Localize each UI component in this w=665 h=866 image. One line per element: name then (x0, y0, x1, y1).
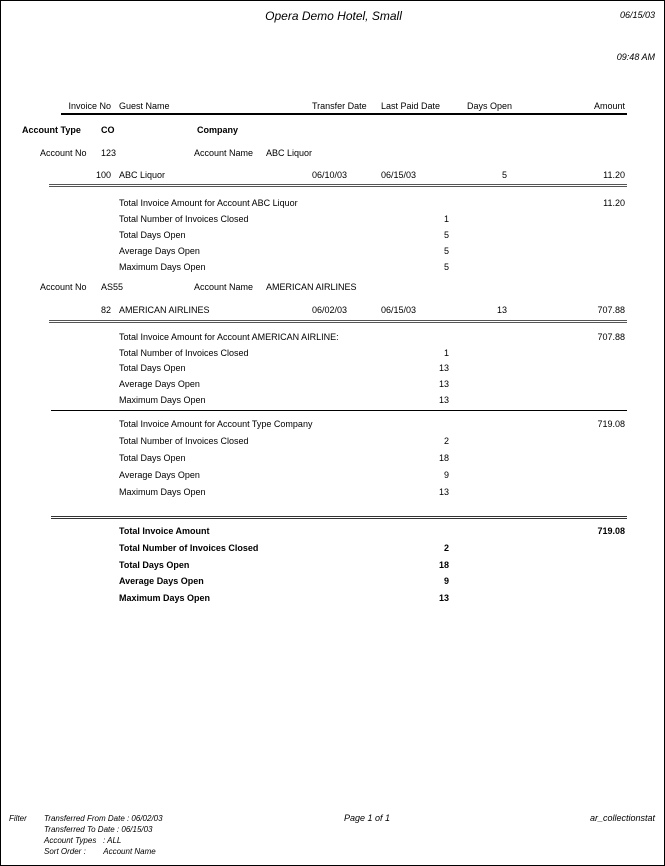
stat-value: 13 (438, 487, 449, 497)
filter-line: Sort Order : Account Name (44, 847, 156, 856)
stat-value: 9 (443, 576, 449, 586)
stat-value: 5 (443, 246, 449, 256)
stat-value: 9 (443, 470, 449, 480)
stat-label: Average Days Open (119, 576, 204, 586)
stat-label: Maximum Days Open (119, 395, 206, 405)
stat-value: 13 (438, 593, 449, 603)
grand-total-amount-label: Total Invoice Amount (119, 526, 210, 536)
col-transfer-date: Transfer Date (312, 101, 367, 111)
stat-label: Total Days Open (119, 453, 186, 463)
invoice-guest-name: AMERICAN AIRLINES (119, 305, 210, 315)
filter-line: Account Types : ALL (44, 836, 122, 845)
col-days-open: Days Open (466, 101, 512, 111)
stat-label: Total Number of Invoices Closed (119, 543, 259, 553)
invoice-amount: 707.88 (597, 305, 625, 315)
invoice-days-open: 5 (501, 170, 507, 180)
account-no-value: 123 (101, 148, 117, 158)
account-type-name: Company (197, 125, 239, 135)
invoice-transfer-date: 06/02/03 (312, 305, 348, 315)
account-name-value: AMERICAN AIRLINES (266, 282, 357, 292)
stat-value: 2 (443, 543, 449, 553)
invoice-days-open: 13 (496, 305, 507, 315)
stat-value: 5 (443, 230, 449, 240)
invoice-separator (49, 320, 627, 323)
stat-value: 18 (438, 453, 449, 463)
stat-value: 5 (443, 262, 449, 272)
invoice-guest-name: ABC Liquor (119, 170, 166, 180)
account-name-value: ABC Liquor (266, 148, 313, 158)
account-no-value: AS55 (101, 282, 124, 292)
stat-label: Total Number of Invoices Closed (119, 348, 249, 358)
stat-label: Average Days Open (119, 379, 200, 389)
col-last-paid-date: Last Paid Date (381, 101, 441, 111)
account-total-amount: 707.88 (597, 332, 625, 342)
col-invoice-no: Invoice No (68, 101, 111, 111)
account-no-label: Account No (40, 282, 87, 292)
report-time: 09:48 AM (616, 52, 655, 62)
report-id: ar_collectionstat (589, 813, 655, 823)
stat-label: Maximum Days Open (119, 487, 206, 497)
col-guest-name: Guest Name (119, 101, 170, 111)
invoice-transfer-date: 06/10/03 (312, 170, 348, 180)
stat-label: Total Number of Invoices Closed (119, 214, 249, 224)
stat-label: Total Days Open (119, 560, 190, 570)
stat-value: 13 (438, 395, 449, 405)
page-number: Page 1 of 1 (344, 813, 391, 823)
header-rule (61, 113, 627, 115)
section-rule (51, 410, 627, 411)
account-type-label: Account Type (22, 125, 81, 135)
col-amount: Amount (593, 101, 625, 111)
stat-value: 13 (438, 363, 449, 373)
account-total-amount: 11.20 (603, 198, 625, 208)
stat-label: Total Days Open (119, 230, 186, 240)
stat-label: Maximum Days Open (119, 262, 206, 272)
account-name-label: Account Name (194, 148, 254, 158)
account-no-label: Account No (40, 148, 87, 158)
report-date: 06/15/03 (619, 10, 655, 20)
stat-label: Total Number of Invoices Closed (119, 436, 249, 446)
stat-value: 2 (443, 436, 449, 446)
stat-value: 1 (443, 214, 449, 224)
stat-value: 13 (438, 379, 449, 389)
invoice-separator (49, 184, 627, 187)
filter-line: Transferred From Date : 06/02/03 (44, 814, 163, 823)
type-total-amount-label: Total Invoice Amount for Account Type Company (119, 419, 313, 429)
stat-label: Average Days Open (119, 246, 200, 256)
filter-label: Filter (9, 814, 27, 823)
stat-label: Average Days Open (119, 470, 200, 480)
account-type-code: CO (101, 125, 115, 135)
stat-value: 18 (438, 560, 449, 570)
invoice-last-paid-date: 06/15/03 (381, 170, 417, 180)
stat-label: Maximum Days Open (119, 593, 211, 603)
grand-total-rule (51, 516, 627, 519)
invoice-last-paid-date: 06/15/03 (381, 305, 417, 315)
account-total-amount-label: Total Invoice Amount for Account AMERICAN AIRLINE: (119, 332, 339, 342)
account-name-label: Account Name (194, 282, 254, 292)
account-total-amount-label: Total Invoice Amount for Account ABC Liquor (119, 198, 298, 208)
stat-value: 1 (443, 348, 449, 358)
invoice-no: 100 (95, 170, 111, 180)
filter-line: Transferred To Date : 06/15/03 (44, 825, 153, 834)
report-title: Opera Demo Hotel, Small (265, 9, 402, 23)
invoice-amount: 11.20 (603, 170, 625, 180)
grand-total-amount: 719.08 (597, 526, 625, 536)
invoice-no: 82 (100, 305, 111, 315)
type-total-amount: 719.08 (597, 419, 625, 429)
stat-label: Total Days Open (119, 363, 186, 373)
